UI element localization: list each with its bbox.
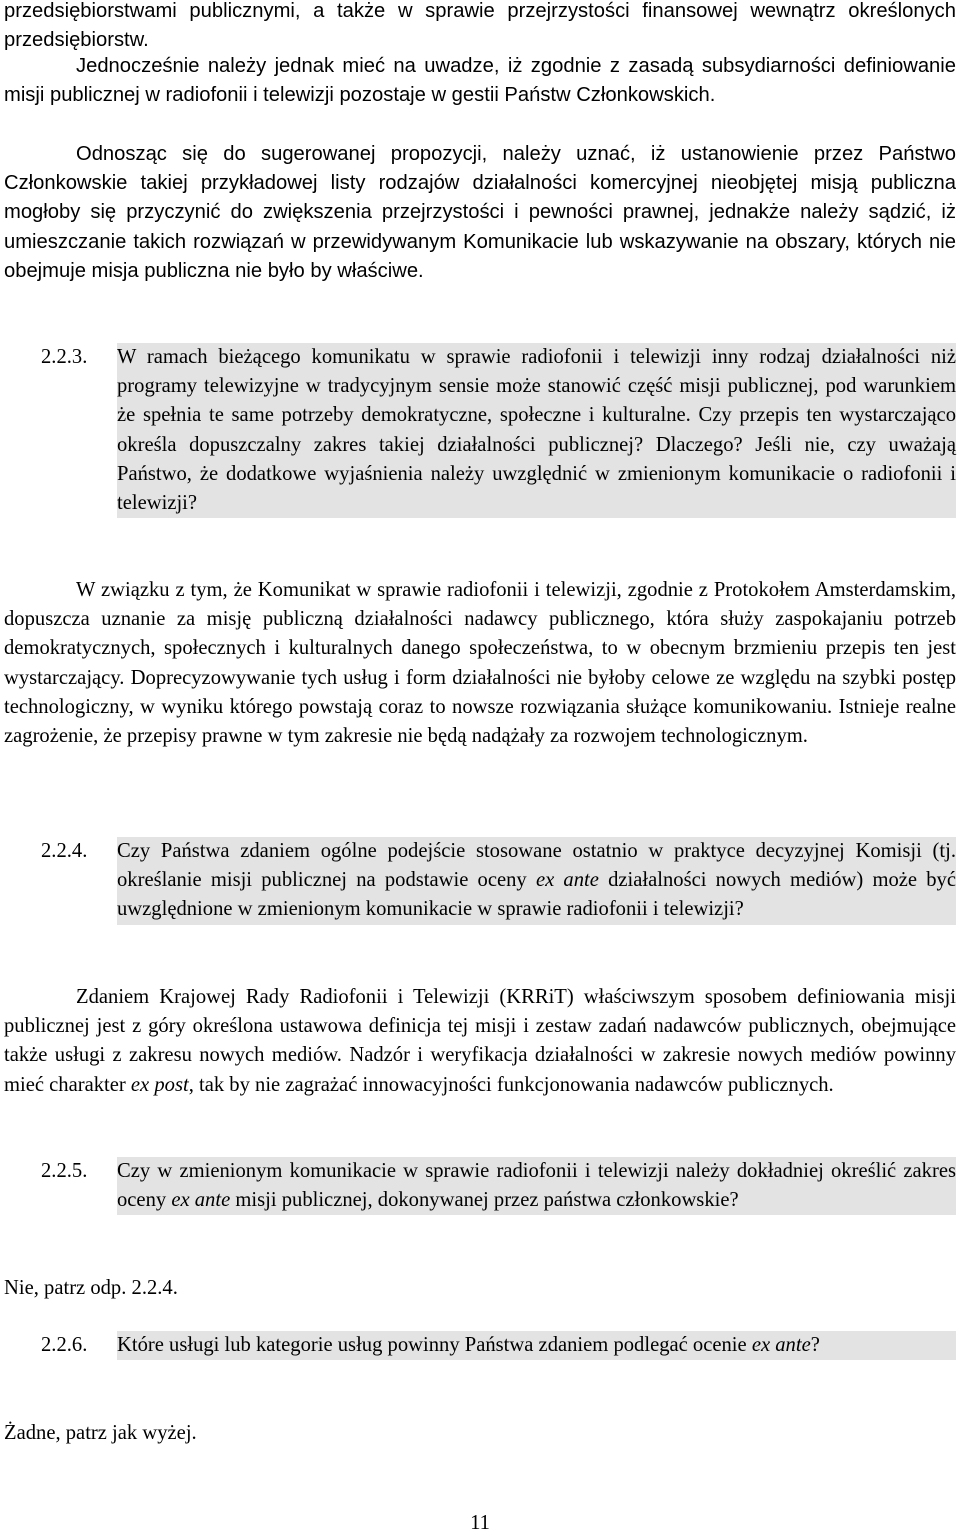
question-number: 2.2.4. xyxy=(41,840,88,862)
question-text-start: Czy Państwa zdaniem ogólne podejście stosowane ostatnio w praktyce decyzyjnej Komisji (tj. określanie misji publicznej na podstawie oceny xyxy=(117,840,956,892)
question-text xyxy=(117,1157,956,1215)
question-number: 2.2.3. xyxy=(41,346,88,368)
question-text-italic: ex ante xyxy=(751,1334,811,1356)
question-text-start: Które usługi lub kategorie usług powinny Państwa zdaniem podlegać ocenie xyxy=(117,1334,747,1356)
question-2-2-4 xyxy=(4,837,956,925)
question-number: 2.2.6. xyxy=(41,1334,88,1356)
paragraph-proposal: Odnosząc się do sugerowanej propozycji, należy uznać, iż ustanowienie przez Państwo Członkowskie takiej przykładowej listy rodzajów działalności komercyjnej nieobjętej misją publiczna mogłoby się przyczynić do zwiększenia przejrzystości i pewności prawnej, jednakże należy sądzić, iż umieszczanie takich rozwiązań w przewidywanym Komunikacie lub wskazywanie na obszary, których nie obejmuje misja publiczna nie było by właściwe. xyxy=(4,143,956,282)
paragraph-answer-2-2-4 xyxy=(4,983,956,1100)
paragraph-answer-2-2-3: W związku z tym, że Komunikat w sprawie radiofonii i telewizji, zgodnie z Protokołem Amsterdamskim, dopuszcza uznanie za misję publiczną działalności nadawcy publicznego, która służy zaspokajaniu potrzeb demokratycznych, społecznych i kulturalnych danego społeczeństwa, to w obecnym brzmieniu przepis ten jest wystarczający. Doprecyzowywanie tych usług i form działalności nie byłoby celowe ze względu na szybki postęp technologiczny, w wyniku którego powstają coraz to nowsze rozwiązania służące komunikowaniu. Istnieje realne zagrożenie, że przepisy prawne w tym zakresie nie będą nadążały za rozwojem technologicznym. xyxy=(4,579,956,748)
question-text-italic: ex ante xyxy=(535,869,599,892)
paragraph-answer-2-2-5: Nie, patrz odp. 2.2.4. xyxy=(4,1277,178,1299)
paragraph-intro-continued: przedsiębiorstwami publicznymi, a także w sprawie przejrzystości finansowej wewnątrz określonych przedsiębiorstw. xyxy=(4,0,956,52)
question-text xyxy=(117,1331,956,1360)
question-text-italic: ex ante xyxy=(171,1189,231,1212)
answer-text-end: , tak by nie zagrażać innowacyjności funkcjonowania nadawców publicznych. xyxy=(188,1073,834,1096)
question-2-2-5 xyxy=(4,1157,956,1215)
question-text-end: działalności nowych mediów) może być uwzględnione w zmienionym komunikacie w sprawie radiofonii i telewizji? xyxy=(117,869,956,921)
question-2-2-3 xyxy=(4,343,956,518)
question-text xyxy=(117,837,956,925)
paragraph-answer-2-2-6: Żadne, patrz jak wyżej. xyxy=(4,1422,197,1444)
paragraph-subsidiarity: Jednocześnie należy jednak mieć na uwadze, iż zgodnie z zasadą subsydiarności definiowanie misji publicznej w radiofonii i telewizji pozostaje w gestii Państw Członkowskich. xyxy=(4,55,956,107)
question-text-box xyxy=(117,343,956,518)
question-text-start: Czy w zmienionym komunikacie w sprawie radiofonii i telewizji należy dokładniej określić zakres oceny xyxy=(117,1160,956,1212)
page-number: 11 xyxy=(470,1512,490,1534)
question-2-2-6 xyxy=(4,1331,956,1360)
question-number: 2.2.5. xyxy=(41,1160,88,1182)
question-text-end: ? xyxy=(810,1334,820,1356)
question-text-box xyxy=(117,1157,956,1215)
question-text-box xyxy=(117,837,956,925)
answer-text-italic: ex post xyxy=(130,1073,189,1096)
question-text-end: misji publicznej, dokonywanej przez państwa członkowskie? xyxy=(235,1189,739,1212)
question-text: W ramach bieżącego komunikatu w sprawie radiofonii i telewizji inny rodzaj działalności niż programy telewizyjne w tradycyjnym sensie może stanowić część misji publicznej, pod warunkiem że spełnia te same potrzeby demokratyczne, społeczne i kulturalne. Czy przepis ten wystarczająco określa dopuszczalny zakres takiej działalności publicznej? Dlaczego? Jeśli nie, czy uważają Państwo, że dodatkowe wyjaśnienia należy uwzględnić w zmienionym komunikacie o radiofonii i telewizji? xyxy=(117,346,956,515)
question-text-box xyxy=(117,1331,956,1360)
answer-text-start: Zdaniem Krajowej Rady Radiofonii i Telewizji (KRRiT) właściwszym sposobem definiowania misji publicznej jest z góry określona ustawowa definicja tej misji i zestaw zadań nadawców publicznych, obejmujące także usługi z zakresu nowych mediów. Nadzór i weryfikacja działalności w zakresie nowych mediów powinny mieć charakter xyxy=(4,986,956,1096)
